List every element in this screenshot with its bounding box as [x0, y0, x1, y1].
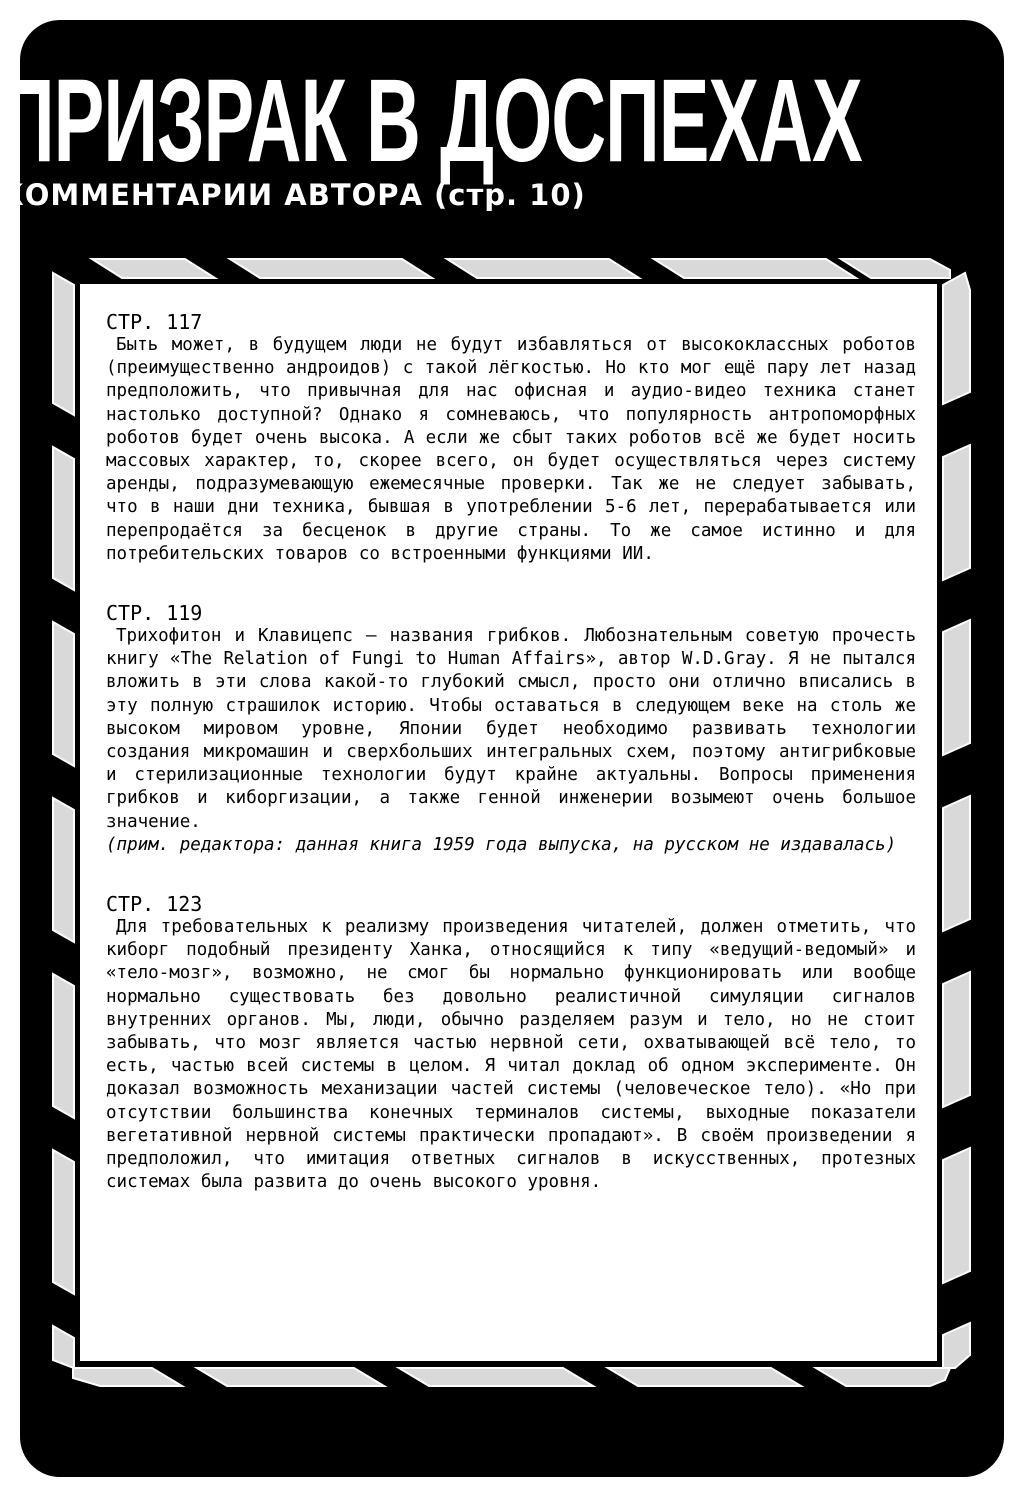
editor-note: (прим. редактора: данная книга 1959 года выпуска, на русском не издавалась) — [106, 834, 897, 855]
entry-page-123 — [106, 892, 916, 1194]
entry-heading: СТР. 119 — [106, 601, 203, 626]
entry-body: Трихофитон и Клавицепс – названия грибков. Любознательным советую прочесть книгу «The Relation of Fungi to Human Affairs», автор W.D.Gray. Я не пытался вложить в эти слова какой-то глубокий смысл, просто они отлично вписались в эту полную страшилок историю. Чтобы оставаться в следующем веке на столь же высоком мировом уровне, Японии будет необходимо развивать технологии создания микромашин и сверхбольших интегральных схем, поэтому антигрибковые и стерилизационные технологии будут крайне актуальны. Вопросы применения грибков и киборгизации, а также генной инженерии возымеют очень большое значение. — [106, 626, 916, 832]
entry-page-117 — [106, 310, 916, 566]
entry-heading: СТР. 123 — [106, 892, 203, 917]
entry-heading: СТР. 117 — [106, 310, 203, 334]
page-subtitle: КОММЕНТАРИИ АВТОРА (стр. 10) — [0, 178, 586, 212]
page-title: ПРИЗРАК В ДОСПЕХАХ — [0, 55, 862, 188]
entry-body: Быть может, в будущем люди не будут избавляться от высококлассных роботов (преимущественно андроидов) с такой лёгкостью. Но кто мог ещё пару лет назад предположить, что привычная для нас офисная и аудио-видео техника станет настолько доступной? Однако я сомневаюсь, что популярность антропоморфных роботов будет очень высока. А если же сбыт таких роботов всё же будет носить массовых характер, то, скорее всего, он будет осуществляться через систему аренды, подразумевающую ежемесячные проверки. Так же не следует забывать, что в наши дни техника, бывшая в употреблении 5-6 лет, перерабатывается или перепродаётся за бесценок в другие страны. То же самое истинно и для потребительских товаров со встроенными функциями ИИ. — [106, 335, 916, 564]
entry-page-119 — [106, 601, 916, 857]
commentary-panel — [77, 281, 940, 1364]
entry-body: Для требовательных к реализму произведения читателей, должен отметить, что киборг подобный президенту Ханка, относящийся к типу «ведущий-ведомый» и «тело-мозг», возможно, не смог бы нормально функционировать или вообще нормально существовать без довольно реалистичной симуляции сигналов внутренних органов. Мы, люди, обычно разделяем разум и тело, но не стоит забывать, что мозг является частью нервной сети, охватывающей всё тело, то есть, частью всей системы в целом. Я читал доклад об одном эксперименте. Он доказал возможность механизации частей системы (человеческое тело). «Но при отсутствии большинства конечных терминалов системы, выходные показатели вегетативной нервной системы практически пропадают». В своём произведении я предположил, что имитация ответных сигналов в искусственных, протезных системах была развита до очень высокого уровня. — [106, 917, 916, 1193]
entries-list — [106, 310, 916, 1230]
